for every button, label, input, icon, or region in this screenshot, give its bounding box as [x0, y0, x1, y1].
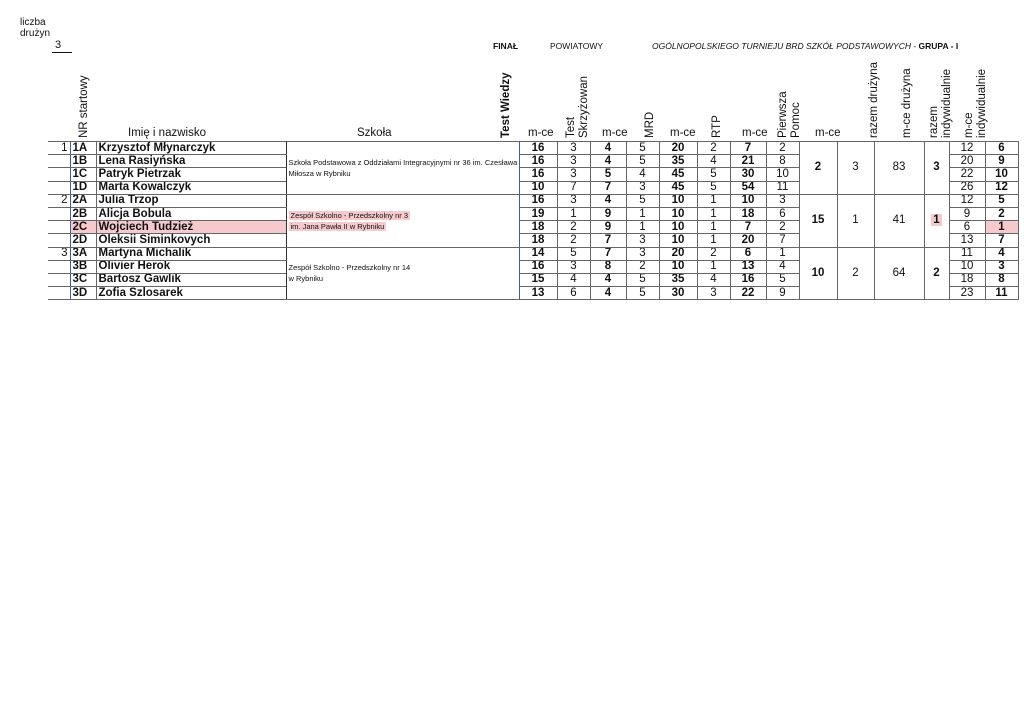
header-school: Szkoła: [357, 127, 392, 139]
test-wiedzy-score: 19: [519, 207, 557, 220]
individual-total: 20: [949, 155, 985, 168]
school-name: Szkoła Podstawowa z Oddziałami Integracyjnymi nr 36 im. Czesława Miłosza w Rybniku: [286, 142, 519, 195]
test-wiedzy-place: 4: [557, 273, 590, 286]
rtp-place: 11: [766, 181, 799, 194]
individual-total: 11: [949, 247, 985, 260]
test-wiedzy-score: 16: [519, 194, 557, 207]
rtp-place: 7: [766, 234, 799, 247]
start-code: 2A: [70, 194, 96, 207]
start-code: 3B: [70, 260, 96, 273]
header-test-wiedzy: Test Wiedzy: [500, 72, 512, 138]
header-nr-startowy: NR startowy: [78, 75, 90, 138]
mrd-place: 3: [697, 287, 730, 300]
team-place: 3: [924, 142, 949, 195]
start-code: 1D: [70, 181, 96, 194]
group-label: GRUPA - I: [918, 41, 959, 51]
test-skrzyzowan-place: 5: [626, 273, 659, 286]
individual-place: 3: [985, 260, 1018, 273]
mrd-place: 1: [697, 260, 730, 273]
test-skrzyzowan-score: 5: [590, 168, 626, 181]
mrd-place: 2: [697, 142, 730, 155]
individual-place: 8: [985, 273, 1018, 286]
rtp-place: 6: [766, 207, 799, 220]
test-skrzyzowan-score: 4: [590, 287, 626, 300]
individual-total: 13: [949, 234, 985, 247]
rtp-score: 13: [730, 260, 766, 273]
header-test-line2: Skrzyżowan: [578, 76, 590, 138]
individual-total: 12: [949, 194, 985, 207]
test-skrzyzowan-place: 3: [626, 247, 659, 260]
table-row: [48, 194, 1018, 207]
school-name-line2: w Rybniku: [288, 274, 324, 284]
test-wiedzy-place: 3: [557, 155, 590, 168]
header-mce-druzyna: m-ce drużyna: [901, 68, 913, 138]
individual-total: 22: [949, 168, 985, 181]
start-code: 2D: [70, 234, 96, 247]
test-skrzyzowan-place: 5: [626, 194, 659, 207]
mrd-place: 2: [697, 247, 730, 260]
test-skrzyzowan-place: 5: [626, 142, 659, 155]
start-code: 3D: [70, 287, 96, 300]
test-skrzyzowan-score: 7: [590, 181, 626, 194]
school-name: [286, 247, 519, 300]
test-skrzyzowan-score: 9: [590, 221, 626, 234]
mrd-score: 45: [659, 181, 697, 194]
start-code: 3C: [70, 273, 96, 286]
test-skrzyzowan-place: 1: [626, 207, 659, 220]
mrd-place: 4: [697, 273, 730, 286]
mrd-place: 5: [697, 168, 730, 181]
test-skrzyzowan-place: 5: [626, 155, 659, 168]
header-mce-4: m-ce: [742, 127, 768, 139]
mrd-score: 35: [659, 273, 697, 286]
rtp-score: 7: [730, 142, 766, 155]
mrd-score: 10: [659, 207, 697, 220]
test-wiedzy-score: 16: [519, 142, 557, 155]
start-code: 1C: [70, 168, 96, 181]
rtp-place: 5: [766, 273, 799, 286]
header-rtp: RTP: [711, 115, 723, 138]
individual-place: 7: [985, 234, 1018, 247]
start-code: 1A: [70, 142, 96, 155]
rtp-score: 10: [730, 194, 766, 207]
header-mce-1: m-ce: [528, 127, 554, 139]
team-count-label-line2: drużyn: [20, 28, 51, 39]
school-name-line1: Zespół Szkolno - Przedszkolny nr 3: [290, 210, 409, 220]
team-total: 64: [874, 247, 924, 300]
test-wiedzy-score: 16: [519, 155, 557, 168]
individual-total: 26: [949, 181, 985, 194]
test-skrzyzowan-score: 4: [590, 194, 626, 207]
start-code: 2C: [70, 221, 96, 234]
player-name: Krzysztof Młynarczyk: [96, 142, 286, 155]
test-skrzyzowan-place: 1: [626, 221, 659, 234]
rtp-place: 10: [766, 168, 799, 181]
team-number: 1: [48, 142, 70, 155]
first-aid-place: 2: [837, 247, 874, 300]
team-number: 2: [48, 194, 70, 207]
individual-total: 6: [949, 221, 985, 234]
test-wiedzy-score: 18: [519, 234, 557, 247]
individual-place: 5: [985, 194, 1018, 207]
mrd-score: 10: [659, 221, 697, 234]
test-wiedzy-place: 3: [557, 260, 590, 273]
individual-place: 4: [985, 247, 1018, 260]
mrd-place: 1: [697, 194, 730, 207]
rtp-score: 6: [730, 247, 766, 260]
team-count-label-line1: liczba: [20, 17, 46, 28]
mrd-place: 1: [697, 234, 730, 247]
test-skrzyzowan-place: 2: [626, 260, 659, 273]
team-count-value: 3: [55, 39, 62, 51]
mrd-score: 10: [659, 194, 697, 207]
rtp-score: 21: [730, 155, 766, 168]
team-place-cell: [924, 194, 949, 247]
test-wiedzy-place: 6: [557, 287, 590, 300]
player-name: Lena Rasiyńska: [96, 155, 286, 168]
final-label: FINAŁ: [493, 41, 519, 51]
mrd-score: 10: [659, 234, 697, 247]
player-name: Oleksii Siminkovych: [96, 234, 286, 247]
header-mce-5: m-ce: [815, 127, 841, 139]
individual-place: 2: [985, 207, 1018, 220]
mrd-place: 5: [697, 181, 730, 194]
player-name: Patryk Pietrzak: [96, 168, 286, 181]
individual-total: 10: [949, 260, 985, 273]
test-skrzyzowan-place: 5: [626, 287, 659, 300]
individual-place: 10: [985, 168, 1018, 181]
player-name: Julia Trzop: [96, 194, 286, 207]
test-skrzyzowan-score: 7: [590, 247, 626, 260]
start-code: 2B: [70, 207, 96, 220]
header-mce-ind-line1: m-ce: [963, 112, 975, 138]
header-mce-ind-line2: indywidualnie: [976, 68, 988, 138]
test-skrzyzowan-score: 9: [590, 207, 626, 220]
test-skrzyzowan-score: 4: [590, 155, 626, 168]
test-skrzyzowan-score: 4: [590, 142, 626, 155]
mrd-score: 20: [659, 142, 697, 155]
individual-total: 18: [949, 273, 985, 286]
individual-place: 1: [985, 221, 1018, 234]
mrd-score: 20: [659, 247, 697, 260]
test-wiedzy-place: 2: [557, 234, 590, 247]
header-mce-3: m-ce: [670, 127, 696, 139]
first-aid-score: 15: [799, 194, 837, 247]
rtp-place: 8: [766, 155, 799, 168]
table-row: [48, 247, 1018, 260]
header-razem-ind-line2: indywidualnie: [941, 68, 953, 138]
player-name: Bartosz Gawlik: [96, 273, 286, 286]
player-name: Alicja Bobula: [96, 207, 286, 220]
test-wiedzy-score: 14: [519, 247, 557, 260]
header-razem-druzyna: razem drużyna: [868, 61, 880, 138]
test-wiedzy-score: 13: [519, 287, 557, 300]
test-wiedzy-place: 5: [557, 247, 590, 260]
team-place: 2: [924, 247, 949, 300]
rtp-place: 1: [766, 247, 799, 260]
test-wiedzy-place: 3: [557, 168, 590, 181]
level-label: POWIATOWY: [550, 41, 604, 51]
results-table: [48, 141, 1019, 300]
start-code: 3A: [70, 247, 96, 260]
individual-place: 12: [985, 181, 1018, 194]
team-number: 3: [48, 247, 70, 260]
test-wiedzy-score: 15: [519, 273, 557, 286]
first-aid-place: 1: [837, 194, 874, 247]
rtp-score: 16: [730, 273, 766, 286]
mrd-place: 1: [697, 207, 730, 220]
individual-total: 23: [949, 287, 985, 300]
test-skrzyzowan-score: 4: [590, 273, 626, 286]
player-name: Olivier Herok: [96, 260, 286, 273]
mrd-place: 1: [697, 221, 730, 234]
test-wiedzy-place: 2: [557, 221, 590, 234]
header-name: Imię i nazwisko: [128, 127, 206, 139]
table-row: [48, 142, 1018, 155]
test-skrzyzowan-place: 4: [626, 168, 659, 181]
player-name: Wojciech Tudzież: [96, 221, 286, 234]
player-name: Zofia Szlosarek: [96, 287, 286, 300]
player-name: Martyna Michalik: [96, 247, 286, 260]
team-count-underline: [52, 52, 72, 53]
individual-place: 11: [985, 287, 1018, 300]
header-pierwsza-line1: Pierwsza: [777, 91, 789, 138]
individual-total: 12: [949, 142, 985, 155]
rtp-place: 4: [766, 260, 799, 273]
mrd-score: 45: [659, 168, 697, 181]
mrd-place: 4: [697, 155, 730, 168]
individual-place: 6: [985, 142, 1018, 155]
test-wiedzy-score: 10: [519, 181, 557, 194]
start-code: 1B: [70, 155, 96, 168]
test-skrzyzowan-score: 8: [590, 260, 626, 273]
header-razem-ind-line1: razem: [928, 106, 940, 138]
rtp-score: 30: [730, 168, 766, 181]
school-name: [286, 194, 519, 247]
header-test-line1: Test: [565, 116, 577, 138]
rtp-score: 54: [730, 181, 766, 194]
test-wiedzy-place: 1: [557, 207, 590, 220]
mrd-score: 30: [659, 287, 697, 300]
individual-total: 9: [949, 207, 985, 220]
rtp-score: 7: [730, 221, 766, 234]
team-total: 41: [874, 194, 924, 247]
header-pierwsza-line2: Pomoc: [790, 102, 802, 138]
rtp-score: 22: [730, 287, 766, 300]
school-name-line2: im. Jana Pawła II w Rybniku: [290, 221, 385, 231]
rtp-place: 9: [766, 287, 799, 300]
test-wiedzy-score: 18: [519, 221, 557, 234]
test-wiedzy-place: 3: [557, 142, 590, 155]
first-aid-score: 2: [799, 142, 837, 195]
test-wiedzy-place: 7: [557, 181, 590, 194]
rtp-place: 3: [766, 194, 799, 207]
tournament-name: OGÓLNOPOLSKIEGO TURNIEJU BRD SZKÓŁ PODSTAWOWYCH -: [652, 41, 919, 51]
school-name-line1: Zespół Szkolno - Przedszkolny nr 14: [288, 263, 411, 273]
rtp-score: 20: [730, 234, 766, 247]
mrd-score: 10: [659, 260, 697, 273]
test-skrzyzowan-place: 3: [626, 181, 659, 194]
test-wiedzy-score: 16: [519, 260, 557, 273]
first-aid-place: 3: [837, 142, 874, 195]
team-place: 1: [933, 214, 940, 227]
individual-place: 9: [985, 155, 1018, 168]
team-count-label: [20, 17, 50, 39]
rtp-place: 2: [766, 142, 799, 155]
test-skrzyzowan-score: 7: [590, 234, 626, 247]
header-mce-2: m-ce: [602, 127, 628, 139]
header-mrd: MRD: [644, 111, 656, 138]
tournament-title: [652, 41, 958, 51]
rtp-place: 2: [766, 221, 799, 234]
test-wiedzy-place: 3: [557, 194, 590, 207]
mrd-score: 35: [659, 155, 697, 168]
test-wiedzy-score: 16: [519, 168, 557, 181]
team-total: 83: [874, 142, 924, 195]
test-skrzyzowan-place: 3: [626, 234, 659, 247]
rtp-score: 18: [730, 207, 766, 220]
player-name: Marta Kowalczyk: [96, 181, 286, 194]
first-aid-score: 10: [799, 247, 837, 300]
